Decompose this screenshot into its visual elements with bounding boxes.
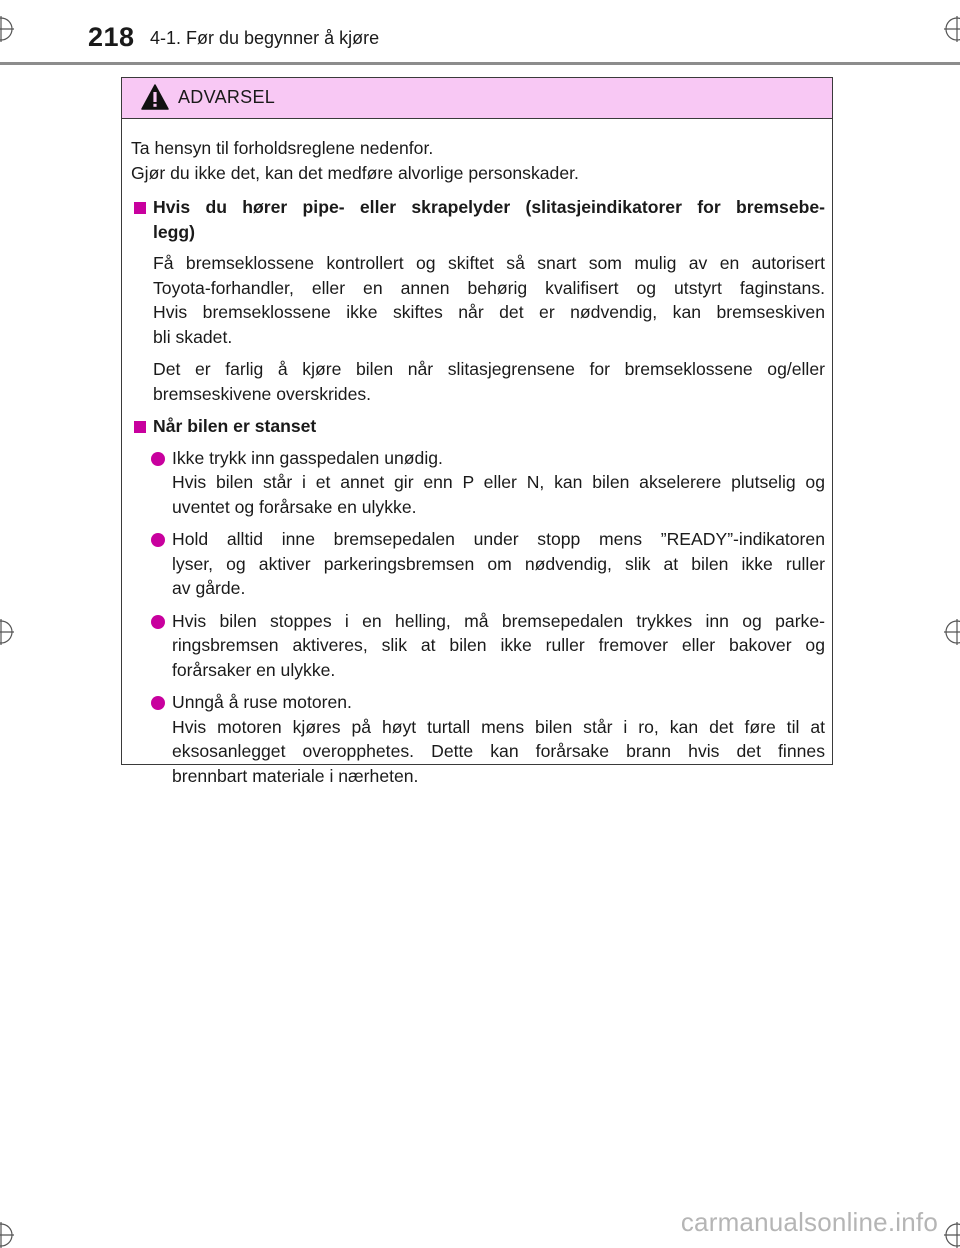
round-bullet-icon: [151, 533, 165, 547]
item-line: uventet og forårsake en ulykke.: [172, 496, 417, 517]
item-line: lyser, og aktiver parkeringsbremsen om nødvendig, slik at bilen ikke ruller: [172, 553, 825, 574]
paragraph-line: bremseskivene overskrides.: [153, 383, 372, 404]
crop-mark-bottom-right: [944, 1222, 960, 1248]
item-line: Hvis bilen stoppes i en helling, må bremsepedalen trykkes inn og parke-: [172, 610, 825, 631]
item-line: Ikke trykk inn gasspedalen unødig.: [172, 447, 443, 468]
square-bullet-icon: [134, 202, 146, 214]
heading-line: Hvis du hører pipe- eller skrapelyder (slitasjeindikatorer for bremsebe-: [153, 197, 825, 217]
list-item: [131, 609, 825, 683]
intro-line: Ta hensyn til forholdsreglene nedenfor.: [131, 138, 434, 158]
paragraph-line: Det er farlig å kjøre bilen når slitasjegrensene for bremseklossene og/eller: [153, 359, 825, 379]
paragraph-line: Få bremseklossene kontrollert og skiftet så snart som mulig av en autorisert: [153, 253, 825, 273]
warning-label: ADVARSEL: [178, 87, 276, 107]
heading-line: Når bilen er stanset: [153, 416, 317, 436]
crop-mark-mid-right: [944, 619, 960, 645]
paragraph: [131, 357, 825, 406]
paragraph-line: bli skadet.: [153, 326, 233, 347]
section-title: 4-1. Før du begynner å kjøre: [150, 28, 380, 48]
crop-mark-bottom-left: [0, 1222, 14, 1248]
intro-text: [131, 136, 825, 185]
item-line: brennbart materiale i nærheten.: [172, 765, 419, 786]
round-bullet-icon: [151, 452, 165, 466]
item-line: Hvis bilen står i et annet gir enn P eller N, kan bilen akselerere plutselig og: [172, 472, 825, 492]
crop-mark-mid-left: [0, 619, 14, 645]
paragraph-line: Hvis bremseklossene ikke skiftes når det er nødvendig, kan bremseskiven: [153, 302, 825, 322]
item-line: ringsbremsen aktiveres, slik at bilen ikke ruller fremover eller bakover og: [172, 635, 825, 655]
round-bullet-icon: [151, 696, 165, 710]
warning-box: [121, 77, 833, 786]
paragraph: [131, 251, 825, 349]
list-item: [131, 446, 825, 520]
watermark: carmanualsonline.info: [680, 1207, 938, 1237]
list-item: [131, 690, 825, 788]
page-header: [0, 22, 960, 62]
item-line: Hold alltid inne bremsepedalen under stopp mens ”READY”-indikatoren: [172, 529, 825, 549]
item-line: Hvis motoren kjøres på høyt turtall mens bilen står i ro, kan det føre til at: [172, 716, 825, 737]
intro-line: Gjør du ikke det, kan det medføre alvorlige personskader.: [131, 162, 579, 183]
item-line: forårsaker en ulykke.: [172, 659, 336, 680]
item-line: Unngå å ruse motoren.: [172, 692, 352, 712]
header-rule: [0, 62, 960, 65]
square-bullet-icon: [134, 421, 146, 433]
paragraph-line: Toyota-forhandler, eller en annen behørig kvalifisert og utstyrt faginstans.: [153, 277, 825, 298]
warning-body: [122, 119, 832, 788]
warning-header: [122, 78, 832, 119]
warning-triangle-icon: [141, 84, 169, 115]
page-number: 218: [88, 22, 135, 52]
heading-line: legg): [153, 221, 196, 242]
item-line: av gårde.: [172, 578, 246, 598]
list-item: [131, 527, 825, 601]
section-heading-stopped: [131, 414, 825, 439]
round-bullet-icon: [151, 615, 165, 629]
item-line: eksosanlegget overopphetes. Dette kan forårsake brann hvis det finnes: [172, 741, 825, 761]
section-heading-brake-wear: [131, 195, 825, 244]
